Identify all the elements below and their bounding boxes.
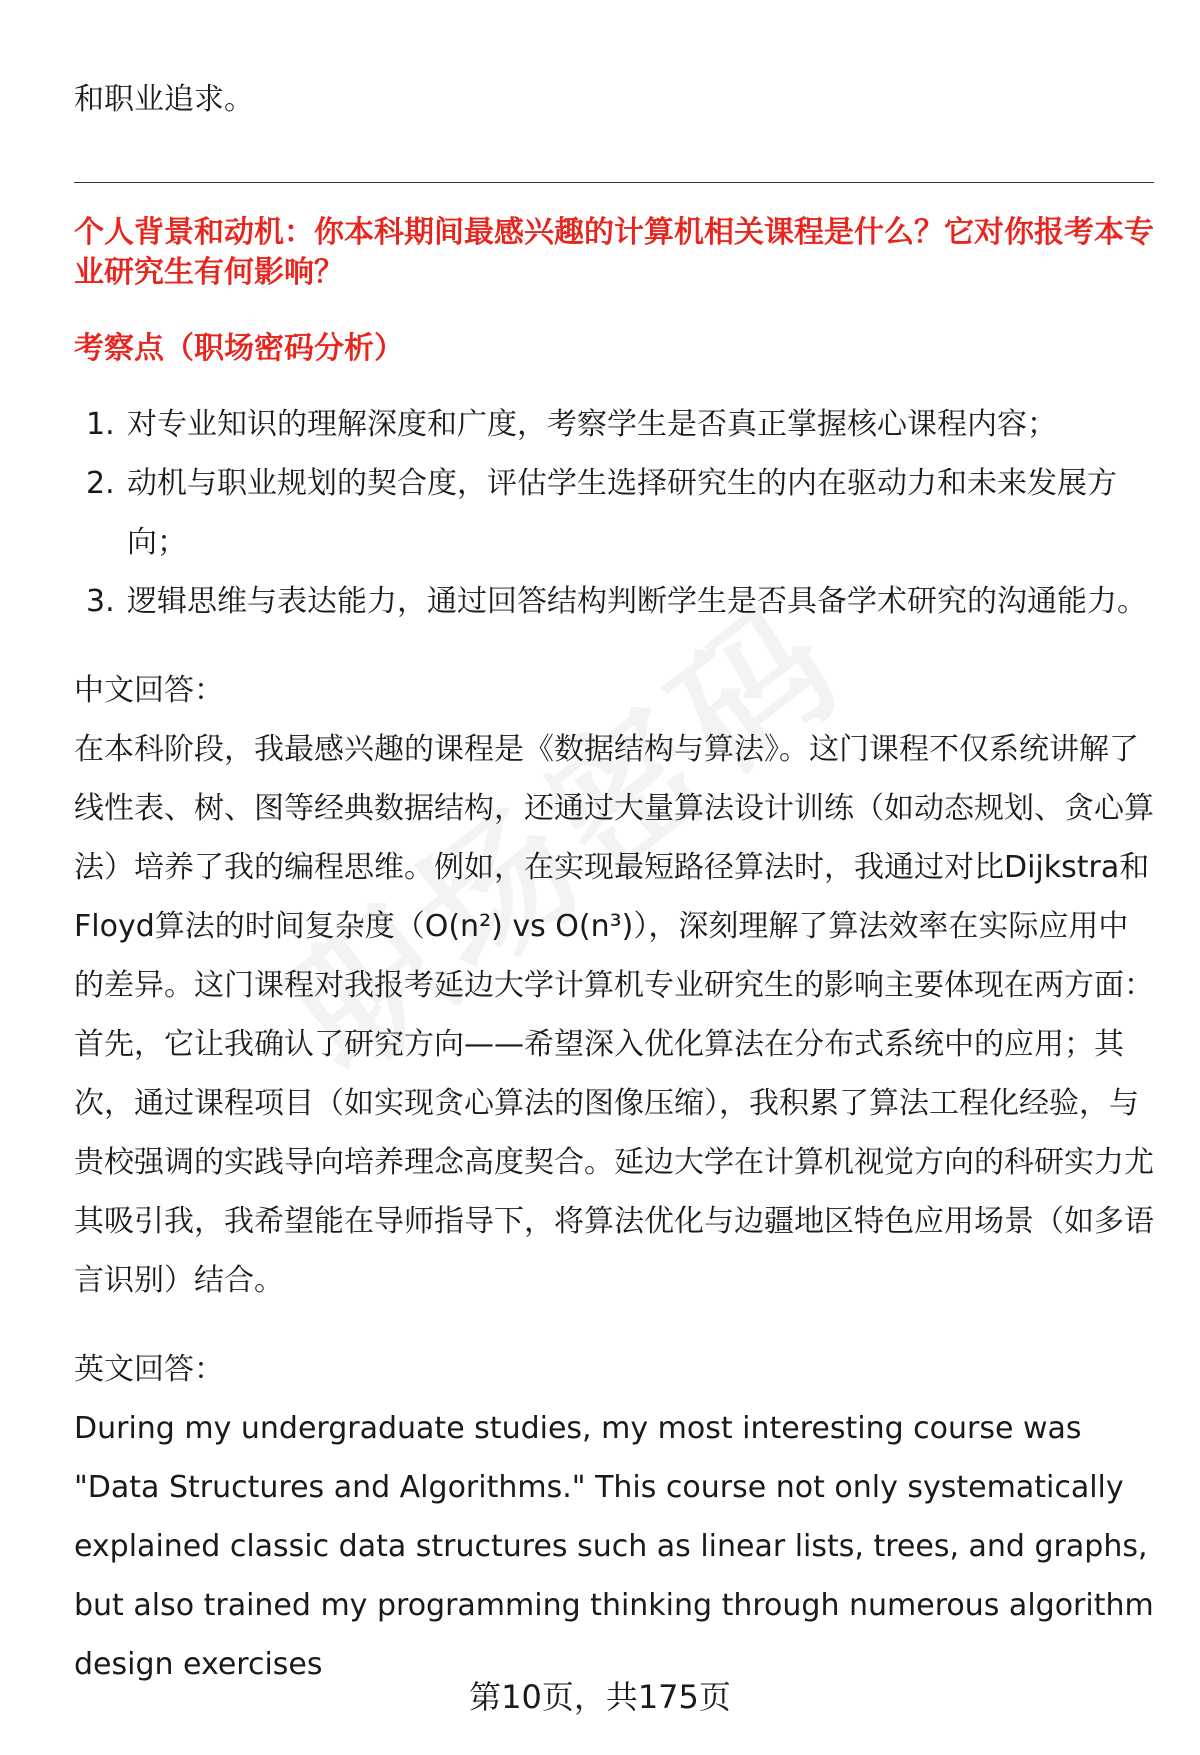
page-content — [74, 70, 1154, 1694]
chinese-answer-text: 在本科阶段，我最感兴趣的课程是《数据结构与算法》。这门课程不仅系统讲解了线性表、树、图等经典数据结构，还通过大量算法设计训练（如动态规划、贪心算法）培养了我的编程思维。例如，在实现最短路径算法时，我通过对比Dijkstra和Floyd算法的时间复杂度（O(n²) vs O(n³)），深刻理解了算法效率在实际应用中的差异。这门课程对我报考延边大学计算机专业研究生的影响主要体现在两方面：首先，它让我确认了研究方向——希望深入优化算法在分布式系统中的应用；其次，通过课程项目（如实现贪心算法的图像压缩），我积累了算法工程化经验，与贵校强调的实践导向培养理念高度契合。延边大学在计算机视觉方向的科研实力尤其吸引我，我希望能在导师指导下，将算法优化与边疆地区特色应用场景（如多语言识别）结合。 — [74, 732, 1154, 1298]
page-number: 第10页，共175页 — [469, 1678, 731, 1716]
list-item — [74, 572, 1154, 631]
list-item-text: 动机与职业规划的契合度，评估学生选择研究生的内在驱动力和未来发展方向； — [127, 466, 1117, 560]
list-item — [74, 454, 1154, 572]
continued-text: 和职业追求。 — [74, 82, 254, 117]
list-number: 2. — [86, 466, 115, 501]
assessment-points — [74, 395, 1154, 631]
list-item-text: 对专业知识的理解深度和广度，考察学生是否真正掌握核心课程内容； — [127, 407, 1057, 442]
english-answer-label: 英文回答： — [74, 1352, 224, 1387]
question-title: 个人背景和动机：你本科期间最感兴趣的计算机相关课程是什么？它对你报考本专业研究生有何影响？ — [74, 215, 1154, 290]
english-answer-text: During my undergraduate studies, my most interesting course was "Data Structures and Algorithms." This course not only systematically explained classic data structures such as linear lists, trees, and graphs, but also trained my programming thinking through numerous algorithm design exercises — [74, 1411, 1154, 1682]
assessment-heading: 考察点（职场密码分析） — [74, 331, 404, 366]
list-number: 1. — [86, 407, 115, 442]
chinese-answer-label: 中文回答： — [74, 673, 224, 708]
divider — [74, 182, 1154, 183]
list-number: 3. — [86, 584, 115, 619]
list-item — [74, 395, 1154, 454]
list-item-text: 逻辑思维与表达能力，通过回答结构判断学生是否具备学术研究的沟通能力。 — [127, 584, 1147, 619]
